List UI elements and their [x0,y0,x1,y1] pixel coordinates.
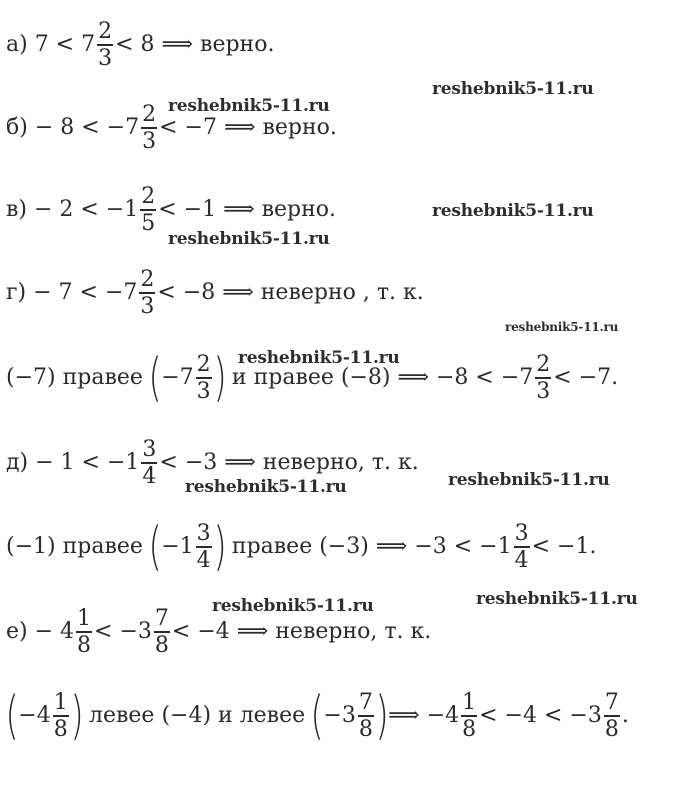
watermark: reshebnik5-11.ru [212,596,374,616]
denominator: 8 [462,716,477,742]
explanation-start: (−1) правее [6,534,143,559]
numerator: 1 [462,690,477,716]
numerator: 2 [98,19,113,44]
fraction [461,691,477,741]
denominator: 3 [140,293,155,319]
numerator: 3 [196,521,211,547]
explanation-start: левее (−4) и левее [89,703,306,728]
explanation-end: . [621,703,629,728]
denominator: 3 [196,378,211,404]
numerator: 2 [141,184,156,209]
right-paren: ) [375,686,389,746]
explanation-implies: ⟹ −4 [388,703,460,728]
denominator: 4 [142,463,157,489]
line-e-explanation [5,686,629,746]
denominator: 8 [77,632,92,658]
line-a-right: < 8 ⟹ верно. [115,31,275,57]
denominator: 4 [514,547,529,573]
fraction [154,607,170,657]
numerator: 7 [358,690,373,716]
watermark: reshebnik5-11.ru [432,79,594,99]
line-a-left: а) 7 < 7 [6,31,96,57]
numerator: 1 [53,690,68,716]
explanation-middle: и правее (−8) ⟹ −8 < −7 [231,365,534,390]
numerator: 7 [604,690,619,716]
line-d-right: < −3 ⟹ неверно, т. к. [159,449,419,475]
numerator: 3 [142,437,157,462]
line-d-explanation [6,517,597,577]
denominator: 3 [142,128,157,154]
line-v-right: < −1 ⟹ верно. [158,196,337,222]
right-paren: ) [213,348,227,408]
right-paren: ) [213,517,227,577]
watermark: reshebnik5-11.ru [432,201,594,221]
fraction [535,353,551,403]
watermark: reshebnik5-11.ru [476,589,638,609]
left-paren: ( [148,348,162,408]
numerator: 1 [77,606,92,631]
fraction [140,185,156,235]
line-e-right: < −4 ⟹ неверно, т. к. [171,618,432,644]
watermark: reshebnik5-11.ru [448,470,610,490]
numerator: 7 [154,606,169,631]
line-g-right: < −8 ⟹ неверно , т. к. [157,279,424,305]
line-b-right: < −7 ⟹ верно. [159,114,337,140]
line-g-left: г) − 7 < −7 [6,279,138,305]
denominator: 8 [358,716,373,742]
fraction [139,268,155,318]
numerator: 2 [536,352,551,378]
numerator: 2 [196,352,211,378]
explanation-end: < −1. [531,534,597,559]
line-g [6,268,424,318]
explanation-middle: < −4 < −3 [479,703,602,728]
fraction [196,353,212,403]
fraction [141,438,157,488]
denominator: 5 [141,210,156,236]
denominator: 4 [196,547,211,573]
denominator: 8 [604,716,619,742]
fraction [196,522,212,572]
fraction [358,691,374,741]
right-paren: ) [70,686,84,746]
watermark: reshebnik5-11.ru [238,348,400,368]
watermark: reshebnik5-11.ru [168,229,330,249]
denominator: 3 [98,45,113,71]
mixed-whole: −7 [161,365,194,390]
denominator: 3 [536,378,551,404]
watermark: reshebnik5-11.ru [185,477,347,497]
denominator: 8 [154,632,169,658]
line-v [6,185,336,235]
line-e-middle: < −3 [94,618,152,644]
left-paren: ( [5,686,19,746]
fraction [514,522,530,572]
numerator: 3 [514,521,529,547]
mixed-whole: −1 [161,534,194,559]
left-paren: ( [148,517,162,577]
numerator: 2 [142,102,157,127]
mixed-whole: −4 [18,703,51,728]
denominator: 8 [53,716,68,742]
fraction [97,20,113,70]
fraction [53,691,69,741]
fraction [141,103,157,153]
fraction [76,607,92,657]
explanation-end: < −7. [553,365,619,390]
explanation-start: (−7) правее [6,365,143,390]
line-v-left: в) − 2 < −1 [6,196,139,222]
line-a [6,20,274,70]
mixed-whole: −3 [323,703,356,728]
numerator: 2 [140,267,155,292]
left-paren: ( [310,686,324,746]
fraction [604,691,620,741]
line-e-left: е) − 4 [6,618,75,644]
explanation-middle: правее (−3) ⟹ −3 < −1 [231,534,512,559]
watermark: reshebnik5-11.ru [168,96,330,116]
watermark: reshebnik5-11.ru [505,320,619,334]
line-d-left: д) − 1 < −1 [6,449,140,475]
line-b-left: б) − 8 < −7 [6,114,140,140]
